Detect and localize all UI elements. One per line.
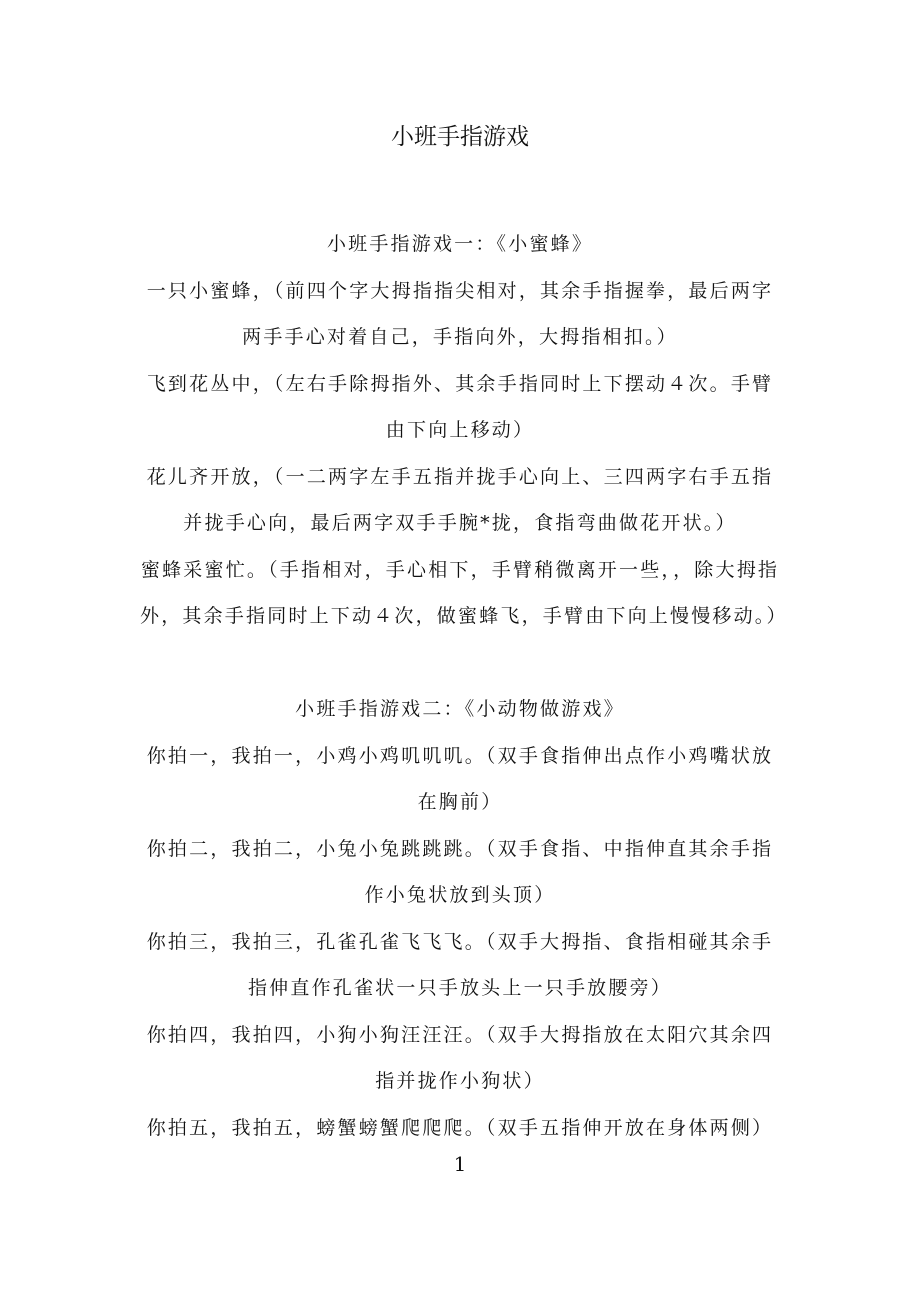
paragraph: 你拍三，我拍三，孔雀孔雀飞飞飞。（双手大拇指、食指相碰其余手指伸直作孔雀状一只手放头上一只手放腰旁） xyxy=(146,930,774,999)
page-number: 1 xyxy=(453,1152,467,1176)
paragraph: 你拍二，我拍二，小兔小兔跳跳跳。（双手食指、中指伸直其余手指作小兔状放到头顶） xyxy=(146,837,774,906)
paragraph: 你拍五，我拍五，螃蟹螃蟹爬爬爬。（双手五指伸开放在身体两侧） xyxy=(146,1116,774,1139)
paragraph: 一只小蜜蜂，（前四个字大拇指指尖相对，其余手指握拳，最后两字两手手心对着自己，手指向外，大拇指相扣。） xyxy=(146,279,774,348)
document-title: 小班手指游戏 xyxy=(391,124,529,150)
section-heading: 小班手指游戏一：《小蜜蜂》 xyxy=(326,233,594,255)
paragraph: 你拍一，我拍一，小鸡小鸡叽叽叽。（双手食指伸出点作小鸡嘴状放在胸前） xyxy=(146,744,774,813)
paragraph: 你拍四，我拍四，小狗小狗汪汪汪。（双手大拇指放在太阳穴其余四指并拢作小狗状） xyxy=(146,1023,774,1092)
paragraph: 花儿齐开放，（一二两字左手五指并拢手心向上、三四两字右手五指并拢手心向，最后两字双手手腕*拢，食指弯曲做花开状。） xyxy=(146,465,774,534)
document-body xyxy=(140,221,788,1151)
section-heading: 小班手指游戏二：《小动物做游戏》 xyxy=(295,698,625,720)
section-spacer xyxy=(140,640,780,687)
paragraph: 蜜蜂采蜜忙。（手指相对，手心相下，手臂稍微离开一些，，除大拇指外，其余手指同时上下动４次，做蜜蜂飞，手臂由下向上慢慢移动。） xyxy=(140,558,788,627)
paragraph: 飞到花丛中，（左右手除拇指外、其余手指同时上下摆动４次。手臂由下向上移动） xyxy=(146,372,774,441)
